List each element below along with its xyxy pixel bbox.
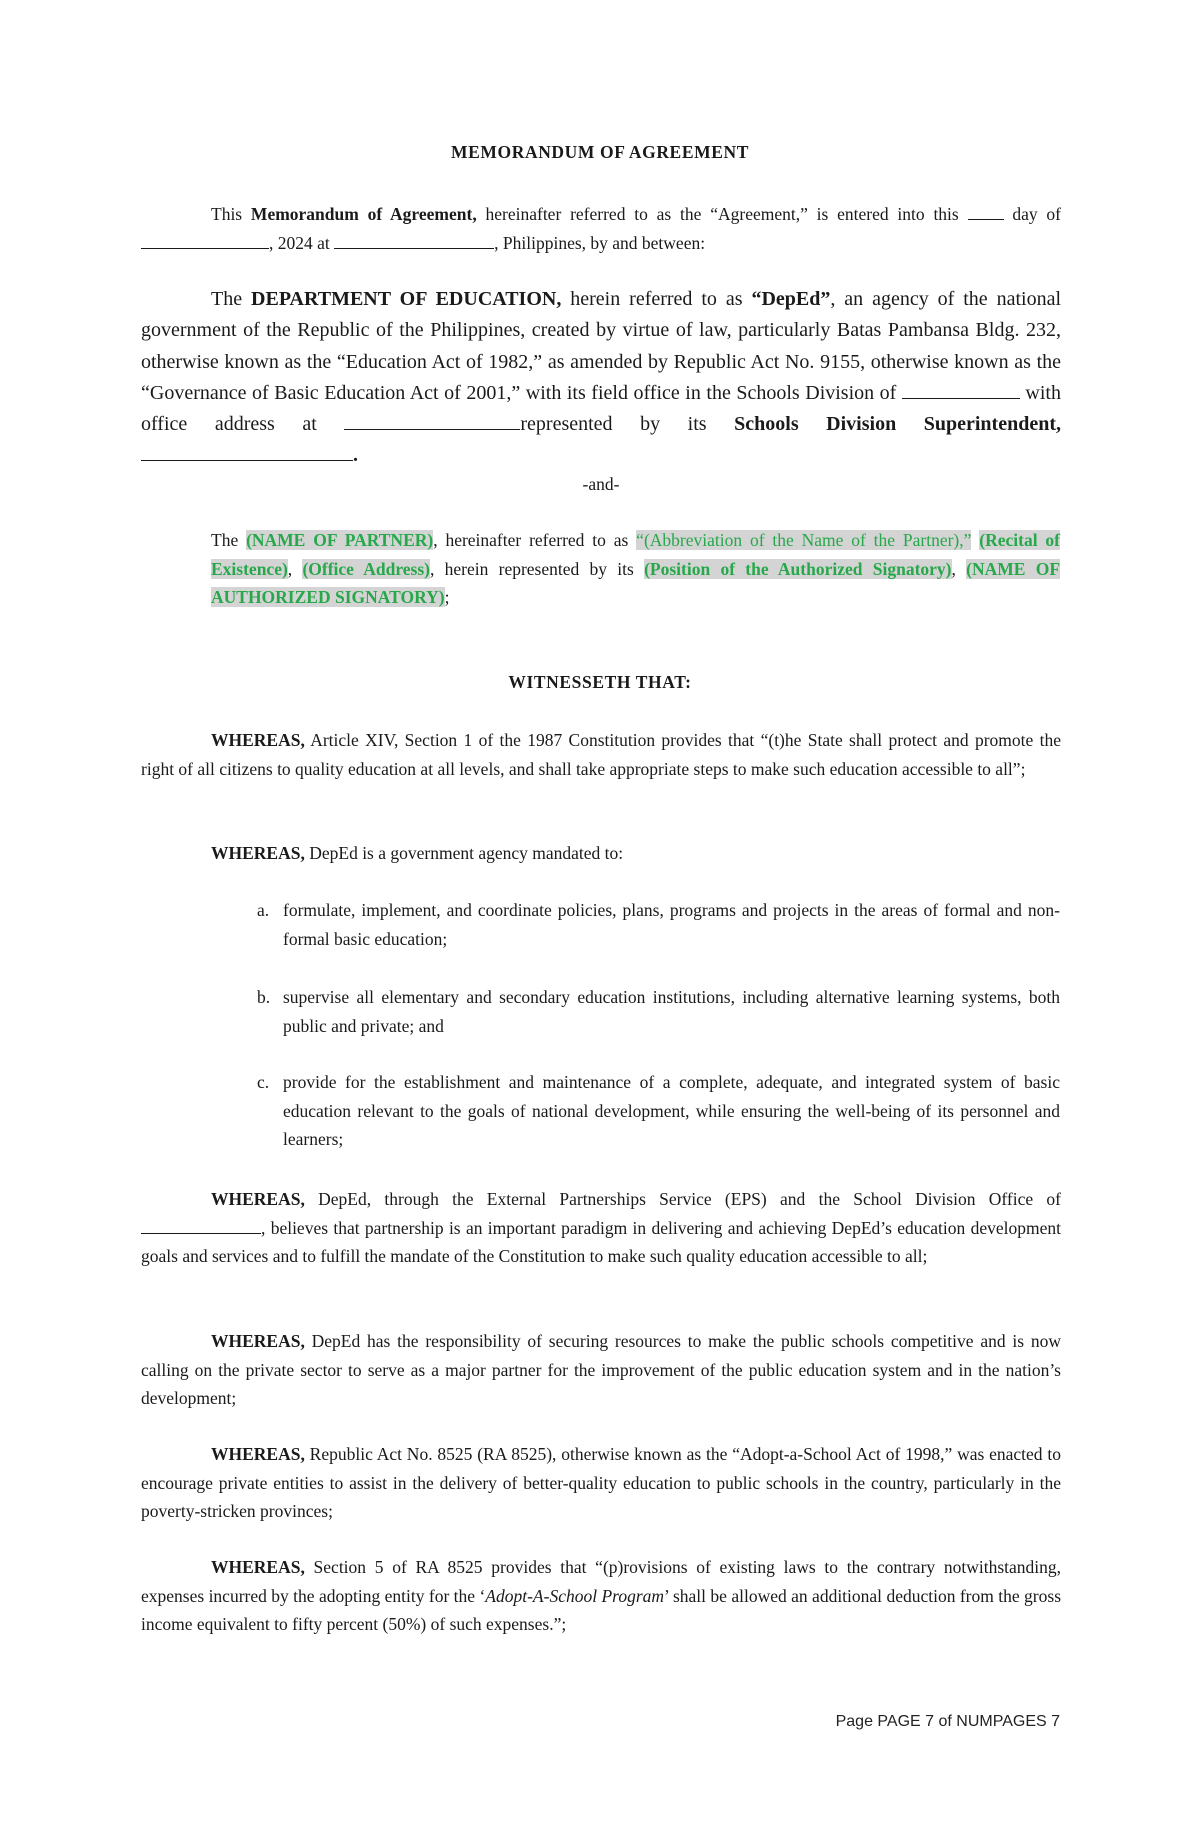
document-title: MEMORANDUM OF AGREEMENT bbox=[451, 142, 749, 162]
and-separator: -and- bbox=[582, 474, 620, 494]
office-address-blank[interactable] bbox=[344, 413, 520, 430]
month-blank[interactable] bbox=[141, 232, 269, 249]
division-blank[interactable] bbox=[902, 382, 1020, 399]
intro-bold-term: Memorandum of Agreement, bbox=[250, 204, 477, 224]
place-blank[interactable] bbox=[334, 232, 494, 249]
whereas-clause-3: WHEREAS, DepEd, through the External Partnerships Service (EPS) and the School Division Office of , believes that partnership is an important paradigm in delivering and achieving DepEd’s education development goals and services and to fulfill the mandate of the Constitution to make such quality education accessible to all; bbox=[141, 1189, 1061, 1267]
partner-abbreviation-placeholder[interactable]: “(Abbreviation of the Name of the Partner),” bbox=[636, 530, 972, 550]
day-blank[interactable] bbox=[968, 203, 1004, 220]
partner-name-placeholder[interactable]: (NAME OF PARTNER) bbox=[246, 530, 434, 550]
whereas-clause-2: WHEREAS, DepEd is a government agency mandated to: bbox=[211, 843, 624, 863]
signatory-name-placeholder[interactable]: (NAME OF AUTHORIZED SIGNATORY) bbox=[211, 558, 1061, 608]
whereas-clause-5: WHEREAS, Republic Act No. 8525 (RA 8525), otherwise known as the “Adopt-a-School Act of 1998,” was enacted to encourage private entities to assist in the delivery of better-quality education to public schools in the country, particularly in the poverty-stricken provinces; bbox=[141, 1444, 1061, 1522]
superintendent-blank[interactable] bbox=[141, 444, 353, 461]
page-footer: Page PAGE 7 of NUMPAGES 7 bbox=[835, 1713, 1060, 1730]
division-office-blank[interactable] bbox=[141, 1217, 261, 1234]
list-item: c. provide for the establishment and maintenance of a complete, adequate, and integrated system of basic education relevant to the goals of national development, while ensuring the well-being of its personnel and learners; bbox=[257, 1072, 1060, 1150]
list-item: a. formulate, implement, and coordinate policies, plans, programs and projects in the areas of formal and non-formal basic education; bbox=[257, 900, 1060, 949]
signatory-position-placeholder[interactable]: (Position of the Authorized Signatory) bbox=[644, 558, 952, 579]
partner-paragraph: The (NAME OF PARTNER), hereinafter referred to as “(Abbreviation of the Name of the Partner),” (Recital of Existence), (Office Address), herein represented by its (Position of the Authorized Signatory), (NAME OF AUTHORIZED SIGNATORY); bbox=[211, 530, 1061, 608]
whereas-clause-1: WHEREAS, Article XIV, Section 1 of the 1987 Constitution provides that “(t)he State shall protect and promote the right of all citizens to quality education at all levels, and shall take appropriate steps to make such education accessible to all”; bbox=[141, 730, 1061, 779]
recital-placeholder[interactable]: (Recital of Existence) bbox=[211, 530, 1060, 579]
deped-paragraph: The DEPARTMENT OF EDUCATION, herein referred to as “DepEd”, an agency of the national government of the Republic of the Philippines, created by virtue of law, particularly Batas Pambansa Bldg. 232, otherwise known as the “Education Act of 1982,” as amended by Republic Act No. 9155, otherwise known as the “Governance of Basic Education Act of 2001,” with its field office in the Schools Division of with office address at represented by its Schools Division Superintendent, . bbox=[141, 288, 1061, 467]
whereas-clause-6: WHEREAS, Section 5 of RA 8525 provides that “(p)rovisions of existing laws to the contrary notwithstanding, expenses incurred by the adopting entity for the ‘Adopt-A-School Program’ shall be allowed an additional deduction from the gross income equivalent to fifty percent (50%) of such expenses.”; bbox=[141, 1557, 1062, 1635]
office-address-placeholder[interactable]: (Office Address) bbox=[302, 558, 430, 579]
whereas-clause-4: WHEREAS, DepEd has the responsibility of securing resources to make the public schools competitive and is now calling on the private sector to serve as a major partner for the improvement of the public education system and in the nation’s development; bbox=[141, 1331, 1061, 1409]
intro-paragraph: This Memorandum of Agreement, hereinafter referred to as the “Agreement,” is entered into this day of , 2024 at , Philippines, by and between: bbox=[141, 200, 1061, 257]
list-item: b. supervise all elementary and secondary education institutions, including alternative learning systems, both public and private; and bbox=[257, 987, 1060, 1036]
witnesseth-heading: WITNESSETH THAT: bbox=[508, 672, 692, 692]
